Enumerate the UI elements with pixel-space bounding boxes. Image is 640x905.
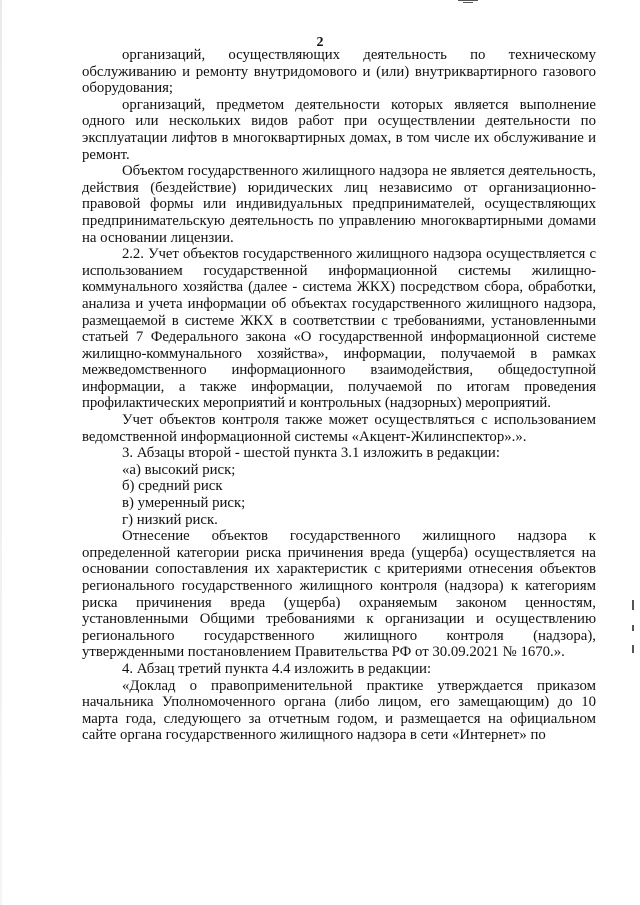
scan-edge-left	[0, 0, 2, 905]
list-item: «а) высокий риск;	[122, 461, 236, 478]
page-number: 2	[316, 35, 324, 50]
paragraph: Отнесение объектов государственного жилищного надзора к определенной категории риска причинения вреда (ущерба) осуществляется на основании сопоставления их характеристик с критериями отнесения объектов регионального государственного жилищного контроля (надзора) к категориям риска причинения вреда (ущерба) охраняемым законом ценностям, установленными Общими требованиями к организации и осуществлению регионального государственного жилищного контроля (надзора), утвержденными постановлением Правительства РФ от 30.09.2021 № 1670.».	[82, 528, 596, 661]
paragraph: 4. Абзац третий пункта 4.4 изложить в редакции:	[122, 660, 432, 677]
paragraph: 3. Абзацы второй - шестой пункта 3.1 изложить в редакции:	[122, 445, 500, 462]
paragraph: организаций, предметом деятельности которых является выполнение одного или нескольких видов работ при осуществлении деятельности по эксплуатации лифтов в многоквартирных домах, в том числе их обслуживание и ремонт.	[82, 96, 596, 163]
paragraph: 2.2. Учет объектов государственного жилищного надзора осуществляется с использованием государственной информационной системы жилищно-коммунального хозяйства (далее - система ЖКХ) посредством сбора, обработки, анализа и учета информации об объектах государственного жилищного надзора, размещаемой в системе ЖКХ в соответствии с требованиями, установленными статьей 7 Федерального закона «О государственной информационной системе жилищно-коммунального хозяйства», информации, получаемой в рамках межведомственного информационного взаимодействия, общедоступной информации, а также информации, получаемой по итогам проведения профилактических мероприятий и контрольных (надзорных) мероприятий.	[82, 246, 596, 412]
paragraph: «Доклад о правоприменительной практике утверждается приказом начальника Уполномоченного органа (либо лицом, его замещающим) до 10 марта года, следующего за отчетным годом, и размещается на официальном сайте органа государственного жилищного надзора в сети «Интернет» по	[82, 677, 596, 744]
scan-edge-mark	[632, 645, 634, 653]
list-item: г) низкий риск.	[122, 511, 218, 528]
paragraph: Объектом государственного жилищного надзора не является деятельность, действия (бездействие) юридических лиц независимо от организационно-правовой формы или индивидуальных предпринимателей, осуществляющих предпринимательскую деятельность по управлению многоквартирными домами на основании лицензии.	[82, 163, 596, 246]
paragraph: Учет объектов контроля также может осуществляться с использованием ведомственной информационной системы «Акцент-Жилинспектор».».	[82, 412, 596, 445]
scan-top-marks	[458, 0, 478, 4]
list-item: в) умеренный риск;	[122, 495, 246, 512]
document-body	[82, 47, 596, 744]
scan-edge-mark	[632, 600, 634, 610]
scan-edge-mark	[632, 625, 634, 631]
paragraph: организаций, осуществляющих деятельность по техническому обслуживанию и ремонту внутридомового и (или) внутриквартирного газового оборудования;	[82, 47, 596, 97]
list-item: б) средний риск	[122, 478, 223, 495]
